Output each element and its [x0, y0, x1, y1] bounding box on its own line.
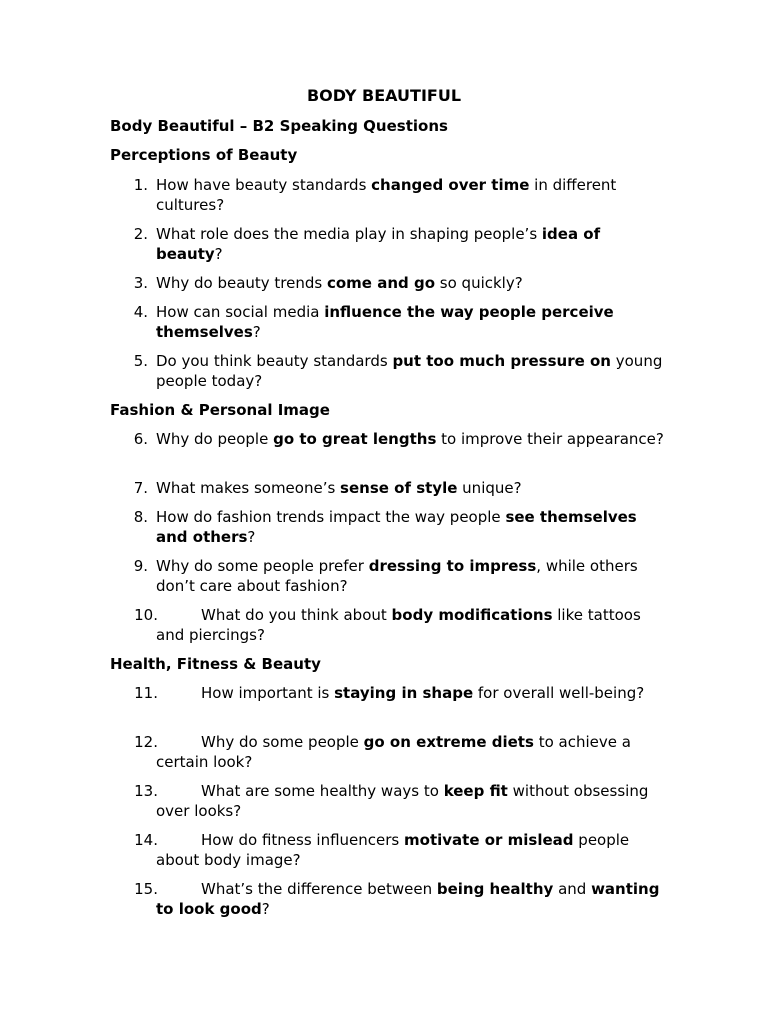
question-text [156, 508, 670, 547]
question-item [110, 831, 670, 870]
question-text [156, 733, 670, 772]
question-item [110, 782, 670, 821]
question-text-run: How can social media [156, 303, 325, 321]
question-item [110, 303, 670, 342]
question-item [110, 274, 670, 294]
question-item [110, 606, 670, 645]
question-text-run: How important is [201, 684, 335, 702]
question-key-phrase: come and go [326, 274, 436, 292]
question-item [110, 684, 670, 704]
question-item [110, 352, 670, 391]
question-number: 7. [133, 479, 148, 497]
question-item [110, 225, 670, 264]
question-item [110, 479, 670, 499]
question-number: 14. [134, 831, 158, 849]
question-key-phrase: being healthy [436, 880, 554, 898]
question-item [110, 430, 670, 450]
question-key-phrase: put too much pressure on [392, 352, 611, 370]
question-number: 15. [134, 880, 158, 898]
question-key-phrase: keep fit [443, 782, 508, 800]
question-text-run: to achieve a certain look? [156, 733, 631, 771]
question-text [156, 557, 670, 596]
question-text-run: ? [252, 322, 261, 341]
question-text-run: What role does the media play in shaping people’s [156, 225, 542, 243]
question-key-phrase: wanting to look good [156, 880, 660, 918]
question-text [156, 831, 670, 870]
question-text-run: young people today? [156, 352, 663, 390]
question-key-phrase: influence the way people perceive themselves [156, 303, 614, 341]
question-key-phrase: staying in shape [334, 684, 474, 702]
question-number: 13. [134, 782, 158, 800]
question-text [156, 430, 670, 450]
question-text [156, 274, 670, 294]
question-text-run: What’s the difference between [201, 880, 437, 898]
question-text-run: Do you think beauty standards [156, 352, 393, 370]
question-number: 9. [133, 557, 148, 575]
question-text-run: ? [261, 899, 270, 918]
question-number: 5. [133, 352, 148, 370]
question-text-run: to improve their appearance? [436, 430, 664, 448]
question-text [156, 176, 670, 215]
question-text-run: Why do some people [201, 733, 364, 751]
question-text-run: unique? [457, 479, 522, 497]
question-key-phrase: changed over time [371, 176, 530, 194]
question-number: 12. [134, 733, 158, 751]
document-title: BODY BEAUTIFUL [306, 86, 462, 105]
question-text-run: What makes someone’s [156, 479, 341, 497]
question-text [156, 606, 670, 645]
section-heading-fashion: Fashion & Personal Image [110, 401, 330, 419]
question-key-phrase: motivate or mislead [404, 831, 574, 849]
question-text-run: ? [247, 527, 256, 546]
question-text-run: without obsessing over looks? [156, 782, 649, 820]
question-text [156, 303, 670, 342]
question-text [156, 479, 670, 499]
question-text-run: like tattoos and piercings? [156, 606, 641, 644]
question-number: 3. [133, 274, 148, 292]
question-number: 6. [133, 430, 148, 448]
question-text-run: How do fashion trends impact the way people [156, 508, 506, 526]
question-item [110, 508, 670, 547]
question-key-phrase: see themselves and others [156, 508, 637, 546]
question-item [110, 176, 670, 215]
question-item [110, 733, 670, 772]
question-text [156, 225, 670, 264]
question-text-run: so quickly? [435, 274, 523, 292]
section-heading-perceptions: Perceptions of Beauty [110, 146, 298, 164]
question-text [156, 782, 670, 821]
question-number: 10. [134, 606, 158, 624]
question-item [110, 880, 670, 919]
question-key-phrase: go on extreme diets [363, 733, 534, 751]
question-number: 4. [133, 303, 148, 321]
question-item [110, 557, 670, 596]
question-text-run: Why do beauty trends [156, 274, 327, 292]
question-text [156, 880, 670, 919]
question-text-run: How do fitness influencers [201, 831, 405, 849]
question-text-run: people about body image? [156, 831, 630, 869]
question-text-run: Why do some people prefer [156, 557, 369, 575]
question-key-phrase: dressing to impress [368, 557, 537, 575]
question-text [156, 352, 670, 391]
question-text-run: , while others don’t care about fashion? [156, 557, 638, 595]
question-text-run: What do you think about [201, 606, 392, 624]
question-number: 1. [133, 176, 148, 194]
question-key-phrase: body modifications [391, 606, 553, 624]
section-heading-health: Health, Fitness & Beauty [110, 655, 321, 673]
question-number: 2. [133, 225, 148, 243]
question-text-run: for overall well-being? [473, 684, 645, 702]
question-key-phrase: go to great lengths [273, 430, 437, 448]
question-number: 11. [134, 684, 158, 702]
question-number: 8. [133, 508, 148, 526]
question-key-phrase: sense of style [340, 479, 458, 497]
question-text-run: ? [214, 244, 223, 263]
question-text-run: How have beauty standards [156, 176, 372, 194]
document-subtitle: Body Beautiful – B2 Speaking Questions [110, 117, 448, 135]
question-text-run: and [553, 880, 592, 898]
question-text [156, 684, 670, 704]
question-text-run: Why do people [156, 430, 274, 448]
question-text-run: in different cultures? [156, 176, 617, 214]
question-key-phrase: idea of beauty [156, 225, 601, 263]
question-text-run: What are some healthy ways to [201, 782, 444, 800]
